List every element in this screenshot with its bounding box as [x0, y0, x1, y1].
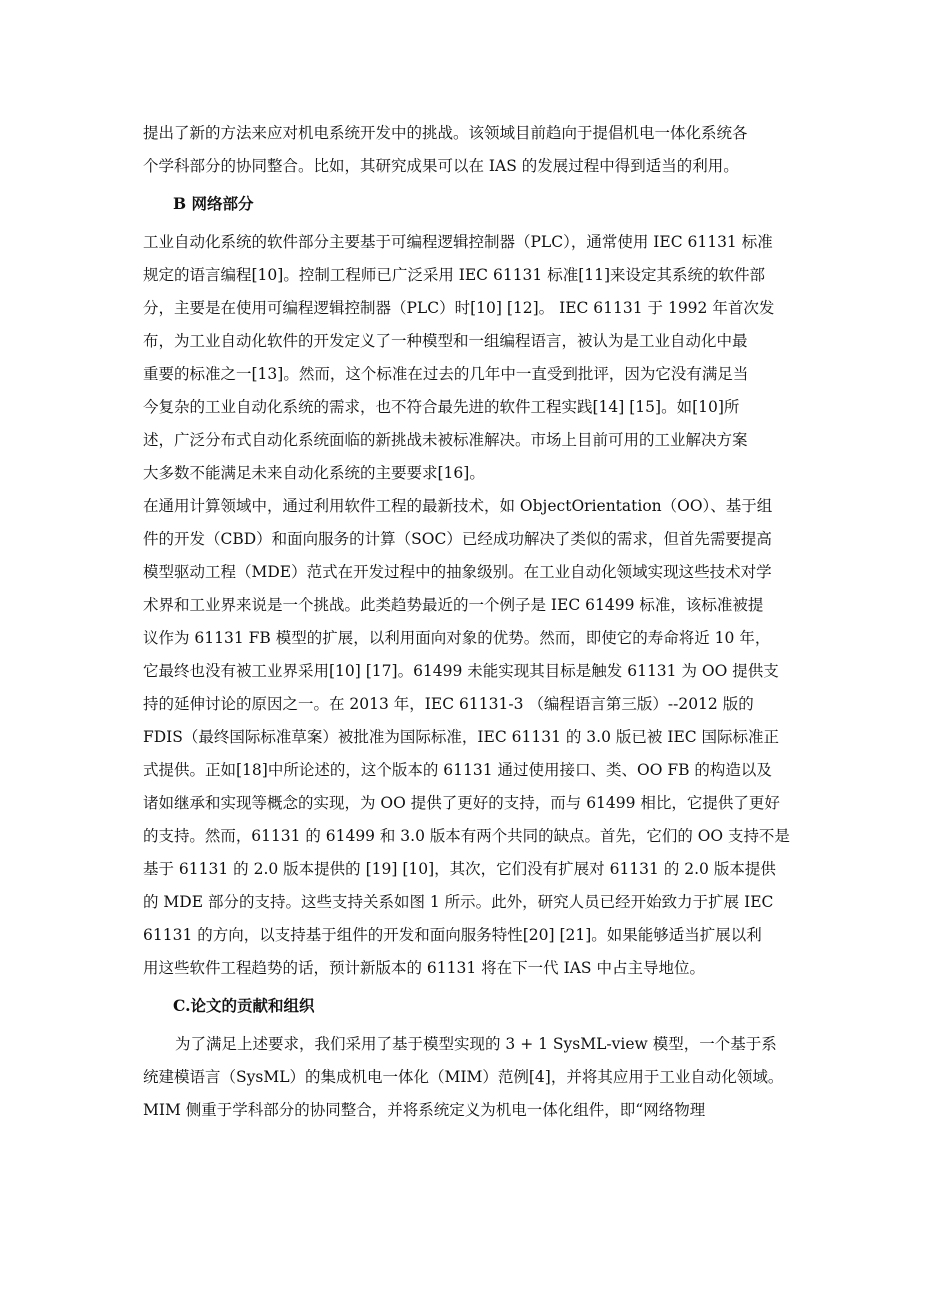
- section-heading-c: C.论文的贡献和组织: [173, 996, 315, 1015]
- paragraph-line: 重要的标准之一[13]。然而，这个标准在过去的几年中一直受到批评，因为它没有满足当: [143, 365, 749, 383]
- paragraph-line: 在通用计算领域中，通过利用软件工程的最新技术，如 ObjectOrientation（OO）、基于组: [143, 497, 773, 515]
- paragraph-line: 件的开发（CBD）和面向服务的计算（SOC）已经成功解决了类似的需求，但首先需要提高: [143, 530, 772, 548]
- paragraph-line: 为了满足上述要求，我们采用了基于模型实现的 3 + 1 SysML-view 模型，一个基于系: [175, 1035, 777, 1053]
- section-heading-b: B 网络部分: [173, 194, 254, 213]
- paragraph-line: 的 MDE 部分的支持。这些支持关系如图 1 所示。此外，研究人员已经开始致力于扩展 IEC: [143, 893, 774, 911]
- paragraph-line: 式提供。正如[18]中所论述的，这个版本的 61131 通过使用接口、类、OO FB 的构造以及: [143, 761, 772, 779]
- paragraph-line: MIM 侧重于学科部分的协同整合，并将系统定义为机电一体化组件，即“网络物理: [143, 1101, 706, 1119]
- paragraph-line: 它最终也没有被工业界采用[10] [17]。61499 未能实现其目标是触发 61131 为 OO 提供支: [143, 662, 779, 680]
- paragraph-line: 大多数不能满足未来自动化系统的主要要求[16]。: [143, 464, 485, 482]
- paragraph-line: 诸如继承和实现等概念的实现，为 OO 提供了更好的支持，而与 61499 相比，它提供了更好: [143, 794, 780, 812]
- paragraph-line: 提出了新的方法来应对机电系统开发中的挑战。该领域目前趋向于提倡机电一体化系统各: [143, 124, 748, 142]
- paragraph-line: 今复杂的工业自动化系统的需求，也不符合最先进的软件工程实践[14] [15]。如[10]所: [143, 398, 740, 416]
- paragraph-line: 模型驱动工程（MDE）范式在开发过程中的抽象级别。在工业自动化领域实现这些技术对学: [143, 563, 772, 581]
- paragraph-line: 的支持。然而，61131 的 61499 和 3.0 版本有两个共同的缺点。首先，它们的 OO 支持不是: [143, 827, 790, 845]
- paragraph-line: 布，为工业自动化软件的开发定义了一种模型和一组编程语言，被认为是工业自动化中最: [143, 332, 748, 350]
- paragraph-line: 分，主要是在使用可编程逻辑控制器（PLC）时[10] [12]。 IEC 61131 于 1992 年首次发: [143, 299, 775, 317]
- paragraph-line: 61131 的方向，以支持基于组件的开发和面向服务特性[20] [21]。如果能够适当扩展以利: [143, 926, 762, 944]
- paragraph-line: 用这些软件工程趋势的话，预计新版本的 61131 将在下一代 IAS 中占主导地位。: [143, 959, 705, 977]
- paragraph-line: 基于 61131 的 2.0 版本提供的 [19] [10]，其次，它们没有扩展对 61131 的 2.0 版本提供: [143, 860, 776, 878]
- paragraph-line: 工业自动化系统的软件部分主要基于可编程逻辑控制器（PLC），通常使用 IEC 61131 标准: [143, 233, 773, 251]
- paragraph-line: 规定的语言编程[10]。控制工程师已广泛采用 IEC 61131 标准[11]来设定其系统的软件部: [143, 266, 766, 284]
- paragraph-line: 持的延伸讨论的原因之一。在 2013 年，IEC 61131-3 （编程语言第三版）--2012 版的: [143, 695, 754, 713]
- paragraph-line: 统建模语言（SysML）的集成机电一体化（MIM）范例[4]，并将其应用于工业自动化领域。: [143, 1068, 784, 1086]
- paragraph-line: 述，广泛分布式自动化系统面临的新挑战未被标准解决。市场上目前可用的工业解决方案: [143, 431, 748, 449]
- paragraph-line: 议作为 61131 FB 模型的扩展，以利用面向对象的优势。然而，即使它的寿命将近 10 年，: [143, 629, 771, 647]
- paragraph-line: 术界和工业界来说是一个挑战。此类趋势最近的一个例子是 IEC 61499 标准，该标准被提: [143, 596, 764, 614]
- paragraph-line: FDIS（最终国际标准草案）被批准为国际标准，IEC 61131 的 3.0 版已被 IEC 国际标准正: [143, 728, 780, 746]
- paragraph-line: 个学科部分的协同整合。比如，其研究成果可以在 IAS 的发展过程中得到适当的利用。: [143, 157, 739, 175]
